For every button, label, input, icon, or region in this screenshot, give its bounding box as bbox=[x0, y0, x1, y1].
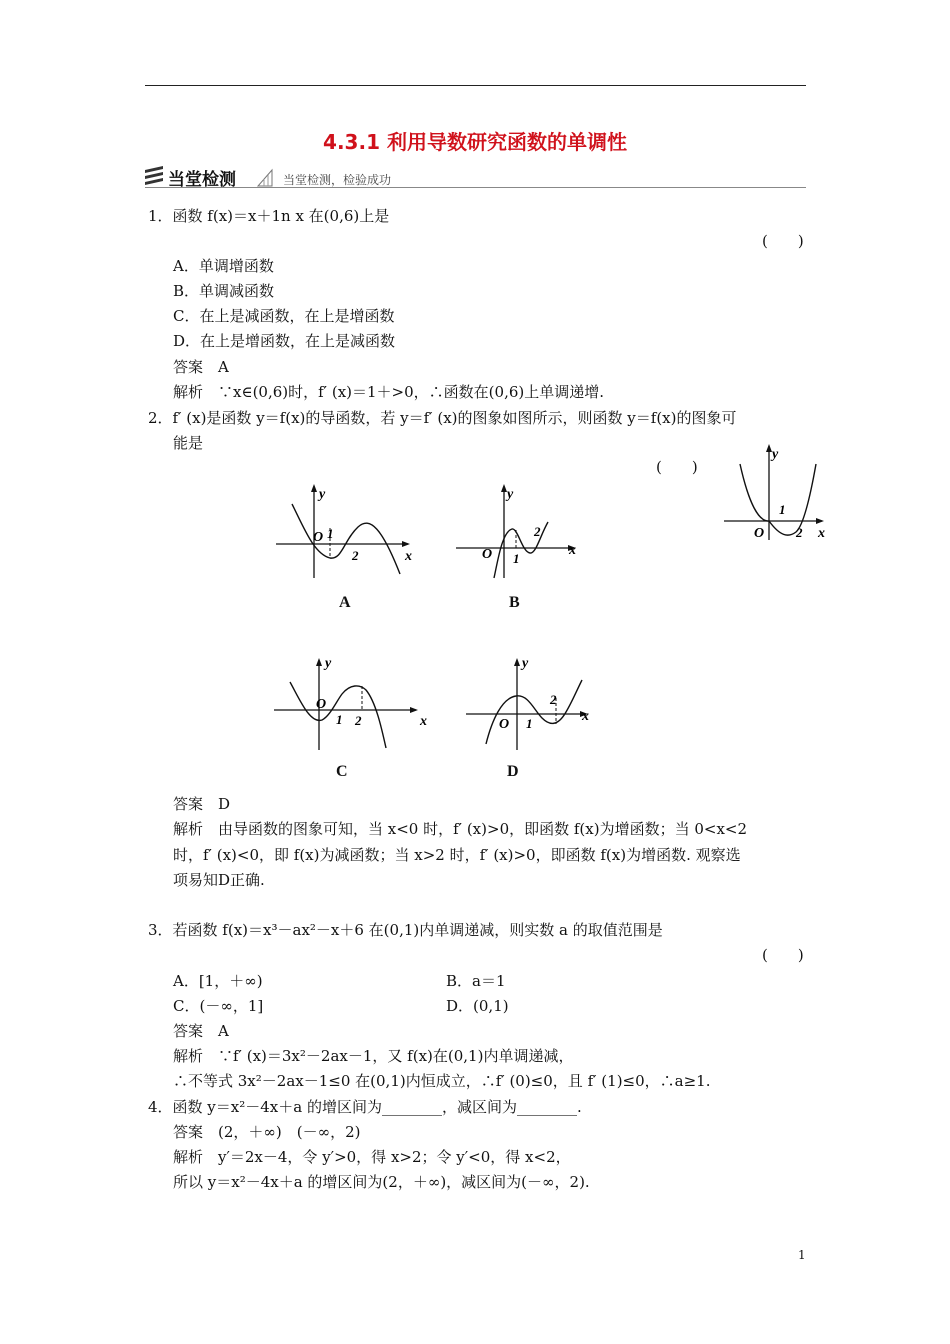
option-graph-c bbox=[270, 650, 435, 755]
banner-wedge-icon bbox=[256, 168, 274, 188]
q2-analysis-line2: 时，f′ (x)<0，即 f(x)为减函数；当 x>2 时，f′ (x)>0，即函数 f(x)为增函数. 观察选 bbox=[173, 846, 741, 864]
q3-option-d: D．(0,1) bbox=[446, 997, 509, 1015]
label-origin: O bbox=[499, 717, 510, 732]
caption-a: A bbox=[339, 594, 351, 611]
q3-stem: 3．若函数 f(x)＝x³－ax²－x＋6 在(0,1)内单调递减，则实数 a 的取值范围是 bbox=[148, 921, 663, 939]
label-1: 1 bbox=[336, 712, 343, 727]
y-axis-arrow-icon bbox=[311, 484, 317, 492]
page-number: 1 bbox=[798, 1248, 806, 1262]
option-graph-a bbox=[272, 478, 422, 583]
q1-option-d: D．在上是增函数，在上是减函数 bbox=[173, 332, 396, 350]
label-origin: O bbox=[754, 526, 765, 541]
q3-option-b: B．a＝1 bbox=[446, 972, 506, 990]
label-origin: O bbox=[482, 547, 493, 562]
x-axis-arrow-icon bbox=[402, 541, 410, 547]
label-y: y bbox=[522, 656, 529, 671]
curve bbox=[486, 680, 582, 744]
curve bbox=[292, 504, 400, 574]
q1-option-b: B．单调减函数 bbox=[173, 282, 275, 300]
page-title: 4.3.1 利用导数研究函数的单调性 bbox=[323, 130, 627, 154]
x-axis-arrow-icon bbox=[410, 707, 418, 713]
label-origin: O bbox=[316, 697, 327, 712]
label-x: x bbox=[405, 549, 412, 564]
q3-option-a: A．[1，＋∞) bbox=[173, 972, 263, 990]
q3-analysis-line1: 解析 ∵f′ (x)＝3x²－2ax－1，又 f(x)在(0,1)内单调递减， bbox=[173, 1047, 574, 1065]
label-y: y bbox=[325, 656, 332, 671]
q2-bracket: ( ) bbox=[656, 458, 698, 476]
q4-stem: 4．函数 y＝x²－4x＋a 的增区间为________，减区间为________. bbox=[148, 1098, 582, 1116]
q1-option-a: A．单调增函数 bbox=[173, 257, 274, 275]
label-1: 1 bbox=[327, 526, 334, 541]
q2-analysis-line3: 项易知D正确. bbox=[173, 871, 265, 889]
section-label: 当堂检测 bbox=[168, 170, 236, 190]
q3-analysis-line2: ∴不等式 3x²－2ax－1≤0 在(0,1)内恒成立，∴f′ (0)≤0，且 f′ (1)≤0，∴a≥1. bbox=[173, 1072, 711, 1090]
label-y: y bbox=[319, 487, 326, 502]
label-2: 2 bbox=[534, 524, 541, 539]
label-x: x bbox=[569, 543, 576, 558]
section-subtitle: 当堂检测，检验成功 bbox=[283, 173, 392, 187]
label-y: y bbox=[507, 487, 514, 502]
q4-answer: 答案 (2，＋∞) (－∞，2) bbox=[173, 1123, 361, 1141]
q1-bracket: ( ) bbox=[762, 232, 804, 250]
q1-answer: 答案 A bbox=[173, 358, 229, 376]
q2-analysis-line1: 解析 由导函数的图象可知，当 x<0 时，f′ (x)>0，即函数 f(x)为增函数；当 0<x<2 bbox=[173, 820, 748, 838]
label-x: x bbox=[818, 526, 825, 541]
label-origin: O bbox=[313, 530, 324, 545]
label-1: 1 bbox=[513, 551, 520, 566]
label-1: 1 bbox=[526, 716, 533, 731]
q3-option-c: C．(－∞，1] bbox=[173, 997, 264, 1015]
q2-stem-line2: 能是 bbox=[173, 434, 204, 452]
q4-analysis-line1: 解析 y′＝2x－4，令 y′>0，得 x>2；令 y′<0，得 x<2， bbox=[173, 1148, 571, 1166]
banner-stripes-icon bbox=[143, 164, 169, 188]
label-2: 2 bbox=[352, 548, 359, 563]
option-graph-b bbox=[452, 478, 592, 583]
label-1: 1 bbox=[779, 502, 786, 517]
q3-answer: 答案 A bbox=[173, 1022, 229, 1040]
option-graph-d bbox=[462, 650, 612, 755]
top-rule bbox=[145, 85, 806, 86]
q2-answer: 答案 D bbox=[173, 795, 231, 813]
caption-d: D bbox=[507, 763, 519, 780]
label-2: 2 bbox=[550, 692, 557, 707]
y-axis-arrow-icon bbox=[514, 658, 520, 666]
y-axis-arrow-icon bbox=[316, 658, 322, 666]
banner-rule bbox=[145, 187, 806, 188]
label-2: 2 bbox=[796, 525, 803, 540]
parabola-curve bbox=[740, 464, 816, 535]
q1-option-c: C．在上是减函数，在上是增函数 bbox=[173, 307, 395, 325]
q1-stem: 1．函数 f(x)＝x＋1n x 在(0,6)上是 bbox=[148, 207, 390, 225]
q3-bracket: ( ) bbox=[762, 946, 804, 964]
q1-analysis: 解析 ∵x∈(0,6)时，f′ (x)＝1＋>0，∴函数在(0,6)上单调递增. bbox=[173, 383, 604, 401]
label-x: x bbox=[582, 709, 589, 724]
x-axis-arrow-icon bbox=[816, 518, 824, 524]
label-x: x bbox=[420, 714, 427, 729]
derivative-graph bbox=[720, 440, 830, 545]
label-2: 2 bbox=[355, 713, 362, 728]
q2-stem-line1: 2．f′ (x)是函数 y＝f(x)的导函数，若 y＝f′ (x)的图象如图所示，则函数 y＝f(x)的图象可 bbox=[148, 409, 737, 427]
q4-analysis-line2: 所以 y＝x²－4x＋a 的增区间为(2，＋∞)，减区间为(－∞，2). bbox=[173, 1173, 590, 1191]
caption-b: B bbox=[509, 594, 520, 611]
label-y: y bbox=[772, 447, 779, 462]
caption-c: C bbox=[336, 763, 348, 780]
